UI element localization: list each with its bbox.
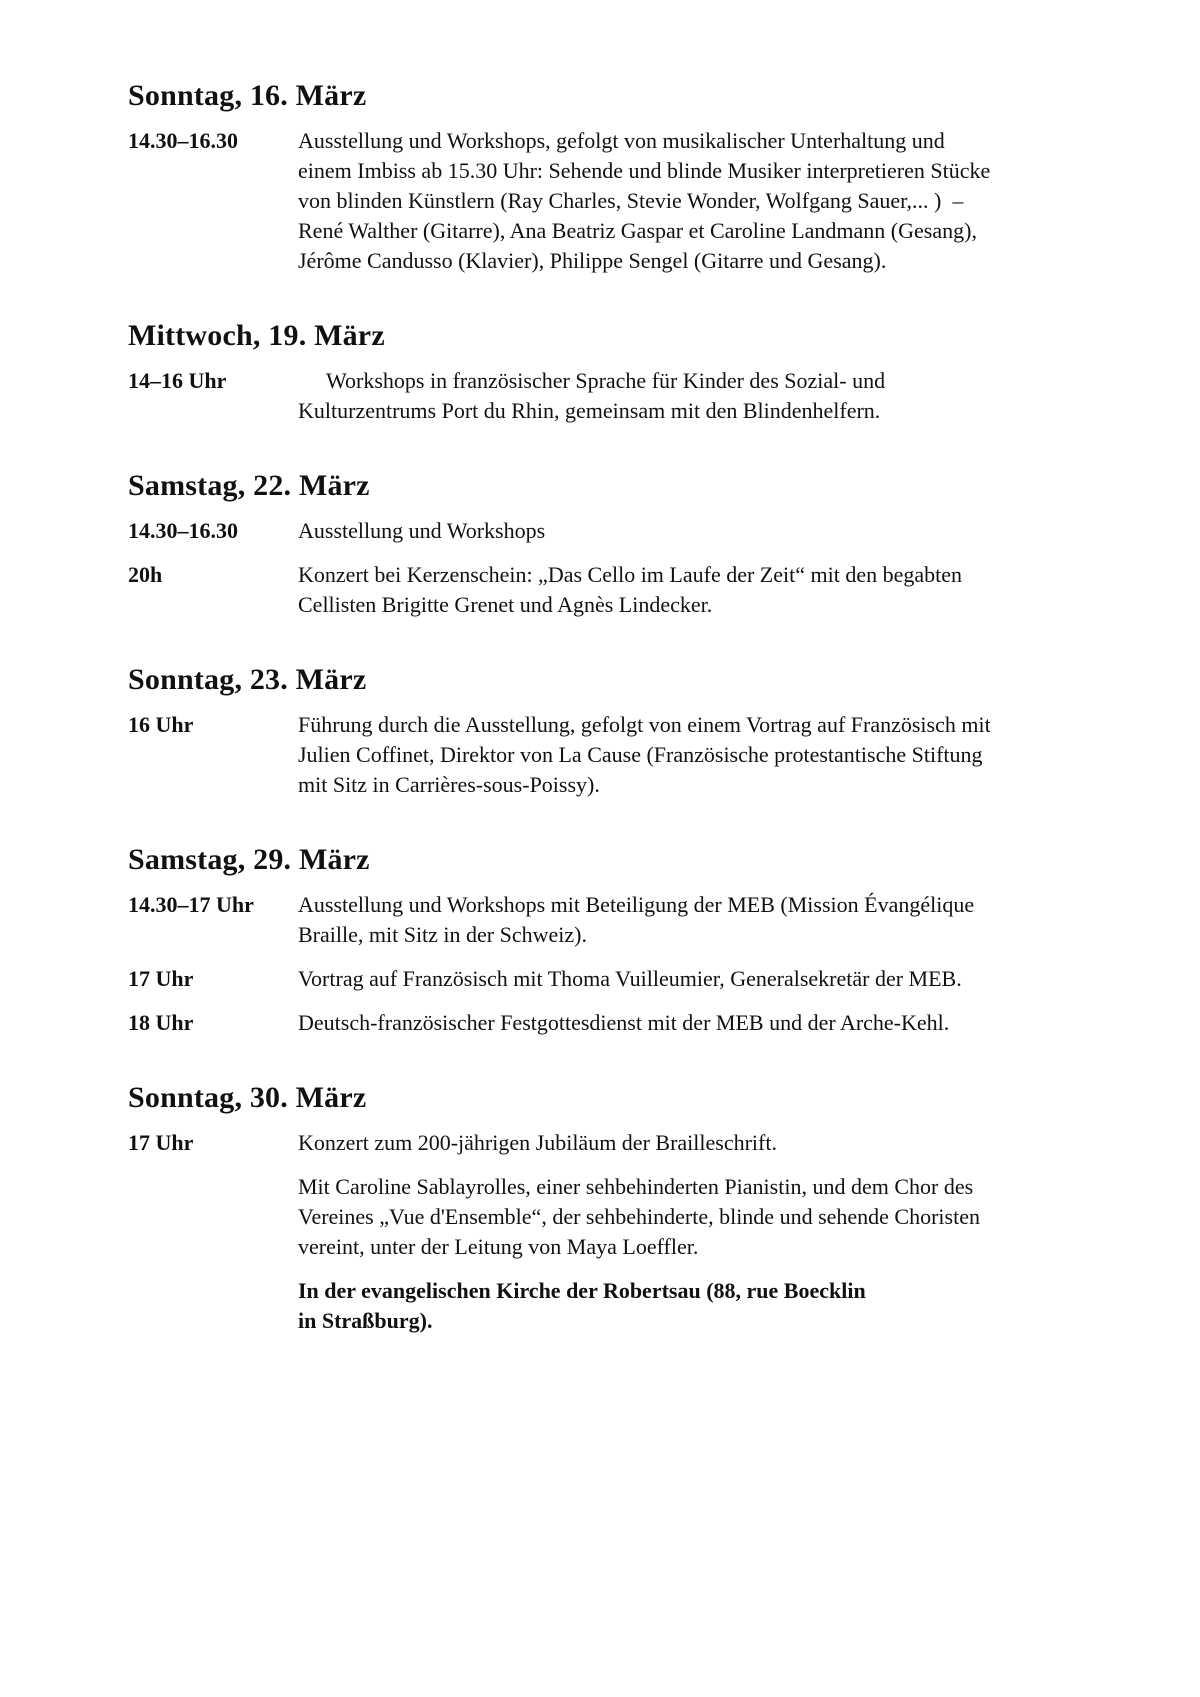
entry-body xyxy=(298,1128,1003,1336)
schedule-entry xyxy=(128,710,1105,800)
day-section-sonntag-30 xyxy=(128,1080,1105,1336)
entry-time: 14–16 Uhr xyxy=(128,368,227,393)
entry-time: 20h xyxy=(128,562,163,587)
entry-time: 17 Uhr xyxy=(128,966,194,991)
schedule-entry xyxy=(128,126,1105,276)
entry-body xyxy=(298,964,1003,994)
day-section-samstag-22 xyxy=(128,468,1105,620)
body-paragraph: Deutsch-französischer Festgottesdienst mit der MEB und der Arche-Kehl. xyxy=(298,1010,950,1035)
body-paragraph: Konzert bei Kerzenschein: „Das Cello im Laufe der Zeit“ mit den begabten Cellisten Brigitte Grenet und Agnès Lindecker. xyxy=(298,562,968,617)
schedule-entry xyxy=(128,1128,1105,1336)
day-heading: Samstag, 22. März xyxy=(128,469,370,502)
day-heading: Sonntag, 16. März xyxy=(128,79,367,112)
schedule-entry xyxy=(128,964,1105,994)
day-heading: Samstag, 29. März xyxy=(128,843,370,876)
body-paragraph: Führung durch die Ausstellung, gefolgt von einem Vortrag auf Französisch mit Julien Coffinet, Direktor von La Cause (Französische protestantische Stiftung mit Sitz in Carrières-sous-Poissy). xyxy=(298,712,997,797)
schedule-entry xyxy=(128,366,1105,426)
day-heading: Sonntag, 30. März xyxy=(128,1081,367,1114)
entry-time: 14.30–17 Uhr xyxy=(128,892,254,917)
day-section-sonntag-23 xyxy=(128,662,1105,800)
schedule-entry xyxy=(128,560,1105,620)
day-section-samstag-29 xyxy=(128,842,1105,1038)
schedule-entry xyxy=(128,516,1105,546)
schedule-entry xyxy=(128,1008,1105,1038)
entry-body xyxy=(298,1008,1003,1038)
venue-address-paragraph: In der evangelischen Kirche der Robertsau (88, rue Boecklin in Straßburg). xyxy=(298,1278,872,1333)
entry-time: 16 Uhr xyxy=(128,712,194,737)
entry-body xyxy=(298,126,1003,276)
entry-body xyxy=(298,516,1003,546)
body-paragraph: Workshops in französischer Sprache für Kinder des Sozial- und Kulturzentrums Port du Rhin, gemeinsam mit den Blindenhelfern. xyxy=(298,368,891,423)
day-heading: Mittwoch, 19. März xyxy=(128,319,385,352)
entry-time: 18 Uhr xyxy=(128,1010,194,1035)
entry-body xyxy=(298,366,1003,426)
entry-body xyxy=(298,710,1003,800)
day-heading: Sonntag, 23. März xyxy=(128,663,367,696)
body-paragraph: Konzert zum 200-jährigen Jubiläum der Brailleschrift. xyxy=(298,1130,777,1155)
entry-time: 14.30–16.30 xyxy=(128,128,238,153)
body-paragraph: Mit Caroline Sablayrolles, einer sehbehinderten Pianistin, und dem Chor des Vereines „Vue d'Ensemble“, der sehbehinderte, blinde und sehende Choristen vereint, unter der Leitung von Maya Loeffler. xyxy=(298,1174,986,1259)
entry-time: 14.30–16.30 xyxy=(128,518,238,543)
day-section-mittwoch-19 xyxy=(128,318,1105,426)
body-paragraph: Ausstellung und Workshops mit Beteiligung der MEB (Mission Évangélique Braille, mit Sitz in der Schweiz). xyxy=(298,892,980,947)
day-section-sonntag-16 xyxy=(128,78,1105,276)
body-paragraph: Vortrag auf Französisch mit Thoma Vuilleumier, Generalsekretär der MEB. xyxy=(298,966,962,991)
entry-body xyxy=(298,890,1003,950)
entry-time: 17 Uhr xyxy=(128,1130,194,1155)
entry-body xyxy=(298,560,1003,620)
schedule-entry xyxy=(128,890,1105,950)
body-paragraph: Ausstellung und Workshops, gefolgt von musikalischer Unterhaltung und einem Imbiss ab 15.30 Uhr: Sehende und blinde Musiker interpretieren Stücke von blinden Künstlern (Ray Charles, Stevie Wonder, Wolfgang Sauer,... ) – René Walther (Gitarre), Ana Beatriz Gaspar et Caroline Landmann (Gesang), Jérôme Candusso (Klavier), Philippe Sengel (Gitarre und Gesang). xyxy=(298,128,996,273)
body-paragraph: Ausstellung und Workshops xyxy=(298,518,546,543)
